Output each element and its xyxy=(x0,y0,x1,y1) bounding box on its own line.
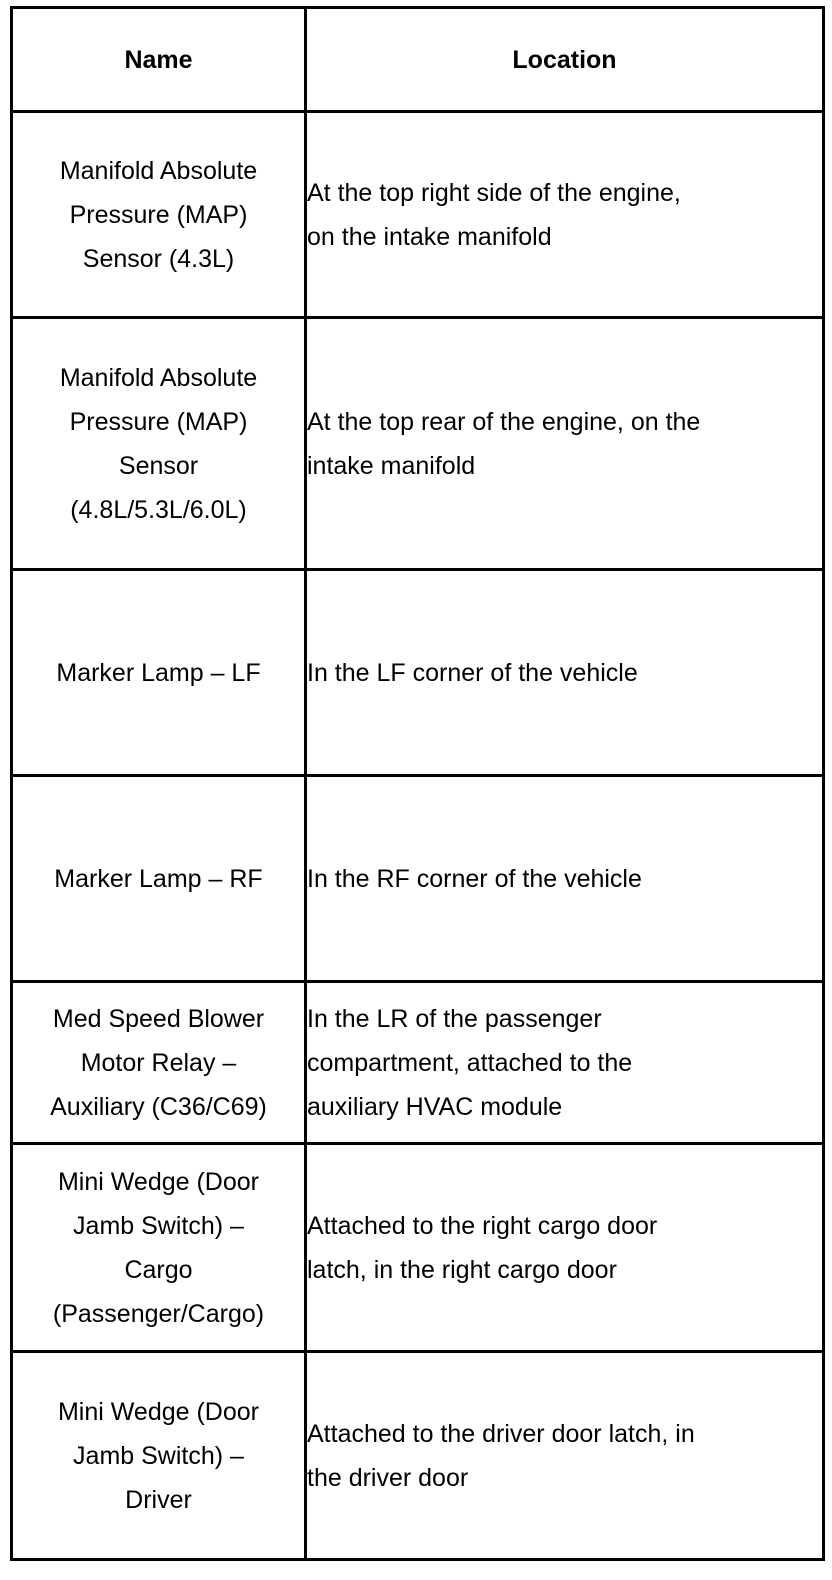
component-location-line: In the LR of the passenger xyxy=(307,1004,602,1033)
component-name-line: (4.8L/5.3L/6.0L) xyxy=(70,495,247,524)
component-name-line: Sensor (4.3L) xyxy=(82,244,235,273)
component-location-cell xyxy=(306,318,824,570)
component-location-line: intake manifold xyxy=(307,451,476,480)
header-name: Name xyxy=(12,8,306,112)
component-location-cell xyxy=(306,1352,824,1560)
component-location-line: Attached to the right cargo door xyxy=(307,1211,658,1240)
component-name-line: Sensor xyxy=(118,451,199,480)
table-row xyxy=(12,1352,824,1560)
component-name-cell xyxy=(12,1352,306,1560)
component-location-cell xyxy=(306,570,824,776)
component-location-line: At the top right side of the engine, xyxy=(307,178,681,207)
component-name-line: Marker Lamp – LF xyxy=(56,658,261,687)
component-location-cell xyxy=(306,982,824,1144)
component-name-line: (Passenger/Cargo) xyxy=(52,1299,265,1328)
component-name-cell xyxy=(12,318,306,570)
table-body xyxy=(12,112,824,1560)
component-name-line: Auxiliary (C36/C69) xyxy=(50,1092,267,1121)
component-name-cell xyxy=(12,982,306,1144)
component-location-line: the driver door xyxy=(307,1463,469,1492)
component-name-line: Driver xyxy=(125,1485,192,1514)
component-name-line: Jamb Switch) – xyxy=(73,1441,244,1470)
component-location-table xyxy=(10,6,825,1561)
component-location-line: Attached to the driver door latch, in xyxy=(307,1419,695,1448)
component-location-line: auxiliary HVAC module xyxy=(307,1092,563,1121)
component-name-line: Manifold Absolute xyxy=(59,156,258,185)
component-name-line: Pressure (MAP) xyxy=(69,407,248,436)
component-location-line: In the LF corner of the vehicle xyxy=(307,658,638,687)
table-row xyxy=(12,570,824,776)
component-location-cell xyxy=(306,112,824,318)
component-name-line: Motor Relay – xyxy=(80,1048,237,1077)
component-name-line: Pressure (MAP) xyxy=(69,200,248,229)
component-location-line: At the top rear of the engine, on the xyxy=(307,407,701,436)
component-location-line: In the RF corner of the vehicle xyxy=(307,864,642,893)
component-name-line: Cargo xyxy=(124,1255,193,1284)
component-location-line: on the intake manifold xyxy=(307,222,552,251)
table-row xyxy=(12,112,824,318)
component-name-cell xyxy=(12,1144,306,1352)
component-location-line: compartment, attached to the xyxy=(307,1048,633,1077)
component-name-line: Mini Wedge (Door xyxy=(57,1167,259,1196)
component-location-cell xyxy=(306,776,824,982)
component-name-line: Jamb Switch) – xyxy=(73,1211,244,1240)
table-row xyxy=(12,982,824,1144)
component-name-line: Manifold Absolute xyxy=(59,363,258,392)
header-row xyxy=(12,8,824,112)
component-name-line: Med Speed Blower xyxy=(52,1004,265,1033)
component-location-cell xyxy=(306,1144,824,1352)
component-location-line: latch, in the right cargo door xyxy=(307,1255,617,1284)
component-name-cell xyxy=(12,112,306,318)
component-name-line: Mini Wedge (Door xyxy=(57,1397,259,1426)
header-location: Location xyxy=(306,8,824,112)
table-row xyxy=(12,318,824,570)
table-row xyxy=(12,1144,824,1352)
table-row xyxy=(12,776,824,982)
component-name-line: Marker Lamp – RF xyxy=(54,864,263,893)
component-name-cell xyxy=(12,570,306,776)
component-name-cell xyxy=(12,776,306,982)
